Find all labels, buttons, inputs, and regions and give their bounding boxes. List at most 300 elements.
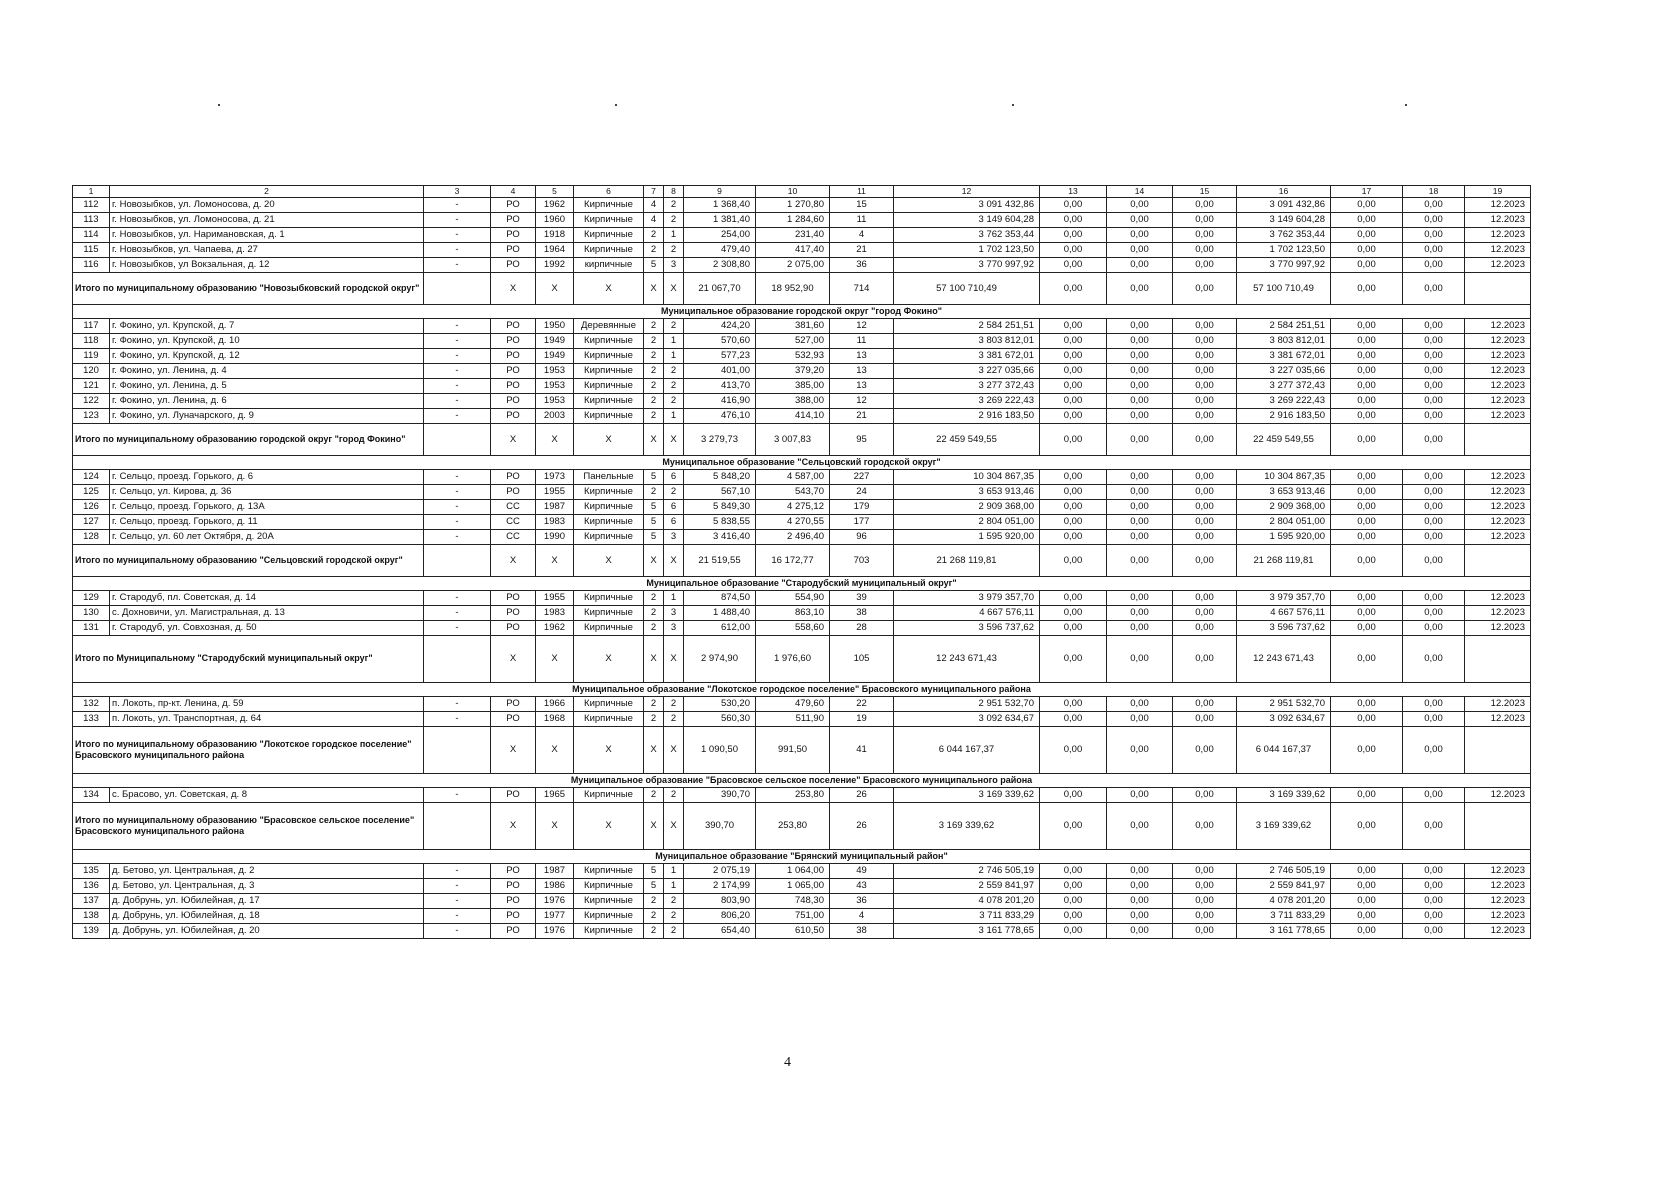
- table-cell: 0,00: [1107, 228, 1173, 243]
- table-cell: 49: [830, 864, 894, 879]
- table-cell: РО: [491, 258, 536, 273]
- table-cell: Кирпичные: [574, 409, 644, 424]
- column-number: 18: [1403, 186, 1465, 198]
- column-number: 2: [110, 186, 424, 198]
- table-cell: 0,00: [1107, 258, 1173, 273]
- table-cell: -: [424, 924, 491, 939]
- table-cell: 413,70: [684, 379, 756, 394]
- table-cell: 0,00: [1331, 788, 1403, 803]
- table-cell: 2: [644, 697, 664, 712]
- table-cell: г. Новозыбков, ул. Чапаева, д. 27: [110, 243, 424, 258]
- table-cell: 479,40: [684, 243, 756, 258]
- summary-row: [73, 727, 1531, 774]
- table-cell: 4 078 201,20: [1237, 894, 1331, 909]
- summary-label: Итого по муниципальному образованию "Брасовское сельское поселение" Брасовского муниципального района: [73, 803, 424, 850]
- table-cell: 131: [73, 621, 110, 636]
- table-cell: 3 979 357,70: [894, 591, 1040, 606]
- table-cell: 0,00: [1040, 319, 1107, 334]
- table-cell: 12.2023: [1465, 924, 1531, 939]
- table-cell: 3 169 339,62: [894, 788, 1040, 803]
- table-cell: Кирпичные: [574, 909, 644, 924]
- summary-cell: Х: [536, 545, 574, 577]
- column-number: 10: [756, 186, 830, 198]
- table-cell: 3 596 737,62: [1237, 621, 1331, 636]
- table-cell: 543,70: [756, 485, 830, 500]
- table-cell: -: [424, 712, 491, 727]
- summary-cell: 0,00: [1173, 803, 1237, 850]
- table-cell: 401,00: [684, 364, 756, 379]
- summary-cell: 12 243 671,43: [894, 636, 1040, 683]
- summary-label: Итого по муниципальному образованию городской округ "город Фокино": [73, 424, 424, 456]
- table-cell: -: [424, 500, 491, 515]
- table-cell: 0,00: [1403, 697, 1465, 712]
- table-cell: 0,00: [1403, 909, 1465, 924]
- table-cell: 0,00: [1173, 500, 1237, 515]
- table-cell: 2: [644, 243, 664, 258]
- table-cell: 530,20: [684, 697, 756, 712]
- column-number: 14: [1107, 186, 1173, 198]
- table-cell: 21: [830, 409, 894, 424]
- table-cell: 2 804 051,00: [894, 515, 1040, 530]
- table-row: [73, 530, 1531, 545]
- table-cell: 0,00: [1040, 697, 1107, 712]
- table-row: [73, 591, 1531, 606]
- table-cell: 1 064,00: [756, 864, 830, 879]
- table-cell: -: [424, 606, 491, 621]
- table-cell: -: [424, 470, 491, 485]
- column-number: 5: [536, 186, 574, 198]
- summary-cell: 703: [830, 545, 894, 577]
- table-cell: 2: [664, 379, 684, 394]
- table-cell: 3: [664, 258, 684, 273]
- table-cell: -: [424, 485, 491, 500]
- table-cell: РО: [491, 894, 536, 909]
- summary-cell: 0,00: [1107, 803, 1173, 850]
- table-cell: -: [424, 409, 491, 424]
- summary-label: Итого по муниципальному образованию "Новозыбковский городской округ": [73, 273, 424, 305]
- table-cell: РО: [491, 334, 536, 349]
- table-cell: 0,00: [1040, 924, 1107, 939]
- summary-cell: 0,00: [1173, 545, 1237, 577]
- table-cell: 1: [664, 879, 684, 894]
- section-title-row: [73, 850, 1531, 864]
- table-cell: 5: [644, 500, 664, 515]
- summary-cell: 21 268 119,81: [894, 545, 1040, 577]
- table-cell: РО: [491, 788, 536, 803]
- table-row: [73, 334, 1531, 349]
- table-cell: 2: [644, 319, 664, 334]
- table-cell: 117: [73, 319, 110, 334]
- table-cell: 2: [664, 319, 684, 334]
- table-cell: 1 270,80: [756, 198, 830, 213]
- table-cell: 0,00: [1040, 258, 1107, 273]
- table-cell: 0,00: [1403, 470, 1465, 485]
- table-cell: 0,00: [1173, 334, 1237, 349]
- table-cell: 1987: [536, 500, 574, 515]
- summary-cell: 21 519,55: [684, 545, 756, 577]
- table-cell: 3 762 353,44: [894, 228, 1040, 243]
- summary-cell: [1465, 803, 1531, 850]
- table-cell: -: [424, 379, 491, 394]
- column-number: 9: [684, 186, 756, 198]
- table-cell: Кирпичные: [574, 712, 644, 727]
- table-cell: -: [424, 909, 491, 924]
- column-number-row: [73, 186, 1531, 198]
- summary-cell: 18 952,90: [756, 273, 830, 305]
- table-cell: 0,00: [1173, 394, 1237, 409]
- table-cell: 0,00: [1040, 515, 1107, 530]
- section-title-row: [73, 456, 1531, 470]
- table-cell: Кирпичные: [574, 364, 644, 379]
- table-cell: 0,00: [1040, 334, 1107, 349]
- table-cell: 112: [73, 198, 110, 213]
- table-cell: РО: [491, 243, 536, 258]
- table-cell: 527,00: [756, 334, 830, 349]
- summary-cell: 0,00: [1403, 803, 1465, 850]
- table-cell: 3 979 357,70: [1237, 591, 1331, 606]
- table-cell: д. Добрунь, ул. Юбилейная, д. 20: [110, 924, 424, 939]
- table-cell: 0,00: [1040, 485, 1107, 500]
- column-number: 19: [1465, 186, 1531, 198]
- table-cell: РО: [491, 712, 536, 727]
- table-cell: 135: [73, 864, 110, 879]
- table-cell: 1990: [536, 530, 574, 545]
- table-cell: 0,00: [1331, 213, 1403, 228]
- table-cell: 0,00: [1173, 530, 1237, 545]
- table-cell: 0,00: [1331, 349, 1403, 364]
- table-cell: 115: [73, 243, 110, 258]
- table-cell: 21: [830, 243, 894, 258]
- summary-cell: 12 243 671,43: [1237, 636, 1331, 683]
- summary-cell: 0,00: [1331, 803, 1403, 850]
- table-cell: 3 149 604,28: [1237, 213, 1331, 228]
- table-cell: 388,00: [756, 394, 830, 409]
- table-cell: 2: [644, 409, 664, 424]
- table-cell: 3 803 812,01: [1237, 334, 1331, 349]
- table-cell: 0,00: [1040, 864, 1107, 879]
- table-cell: 0,00: [1403, 409, 1465, 424]
- table-cell: 0,00: [1107, 864, 1173, 879]
- summary-cell: Х: [664, 545, 684, 577]
- table-cell: 1953: [536, 379, 574, 394]
- table-cell: 0,00: [1107, 198, 1173, 213]
- summary-cell: 41: [830, 727, 894, 774]
- table-cell: 3 227 035,66: [1237, 364, 1331, 379]
- table-cell: 116: [73, 258, 110, 273]
- table-cell: -: [424, 621, 491, 636]
- table-cell: 12.2023: [1465, 379, 1531, 394]
- table-cell: 0,00: [1107, 409, 1173, 424]
- table-cell: 12.2023: [1465, 394, 1531, 409]
- summary-cell: 0,00: [1403, 424, 1465, 456]
- table-cell: 2 584 251,51: [894, 319, 1040, 334]
- table-cell: -: [424, 258, 491, 273]
- table-cell: -: [424, 349, 491, 364]
- table-cell: 0,00: [1403, 379, 1465, 394]
- summary-cell: 0,00: [1173, 273, 1237, 305]
- table-cell: 5 849,30: [684, 500, 756, 515]
- table-cell: 4: [644, 198, 664, 213]
- table-cell: Кирпичные: [574, 621, 644, 636]
- table-cell: 10 304 867,35: [894, 470, 1040, 485]
- table-cell: 0,00: [1403, 485, 1465, 500]
- table-row: [73, 409, 1531, 424]
- table-cell: 0,00: [1403, 198, 1465, 213]
- table-cell: 2: [644, 334, 664, 349]
- table-cell: РО: [491, 864, 536, 879]
- table-cell: Кирпичные: [574, 788, 644, 803]
- table-cell: 1964: [536, 243, 574, 258]
- table-cell: 381,60: [756, 319, 830, 334]
- summary-cell: Х: [574, 636, 644, 683]
- table-cell: 2 916 183,50: [1237, 409, 1331, 424]
- table-cell: 0,00: [1331, 924, 1403, 939]
- table-cell: 11: [830, 213, 894, 228]
- summary-cell: 0,00: [1040, 803, 1107, 850]
- summary-cell: 0,00: [1107, 727, 1173, 774]
- summary-cell: [1465, 545, 1531, 577]
- table-cell: -: [424, 364, 491, 379]
- table-cell: 2: [644, 228, 664, 243]
- table-cell: 3 092 634,67: [894, 712, 1040, 727]
- table-row: [73, 621, 1531, 636]
- table-cell: 0,00: [1331, 591, 1403, 606]
- table-cell: 1 381,40: [684, 213, 756, 228]
- table-cell: 3 091 432,86: [894, 198, 1040, 213]
- table-cell: -: [424, 213, 491, 228]
- summary-cell: Х: [644, 545, 664, 577]
- table-cell: 4: [830, 228, 894, 243]
- table-cell: 11: [830, 334, 894, 349]
- table-cell: 0,00: [1403, 879, 1465, 894]
- summary-cell: 3 169 339,62: [1237, 803, 1331, 850]
- summary-cell: 57 100 710,49: [1237, 273, 1331, 305]
- table-cell: 12.2023: [1465, 788, 1531, 803]
- summary-cell: Х: [574, 727, 644, 774]
- table-cell: 0,00: [1107, 334, 1173, 349]
- table-cell: 120: [73, 364, 110, 379]
- summary-cell: Х: [644, 803, 664, 850]
- table-cell: -: [424, 198, 491, 213]
- summary-cell: 0,00: [1040, 727, 1107, 774]
- table-cell: 0,00: [1403, 258, 1465, 273]
- section-title-row: [73, 305, 1531, 319]
- table-cell: -: [424, 515, 491, 530]
- table-cell: 3 653 913,46: [1237, 485, 1331, 500]
- table-row: [73, 228, 1531, 243]
- table-cell: РО: [491, 485, 536, 500]
- table-cell: 1968: [536, 712, 574, 727]
- table-cell: СС: [491, 530, 536, 545]
- table-cell: 12.2023: [1465, 500, 1531, 515]
- table-cell: 0,00: [1107, 319, 1173, 334]
- table-cell: 1949: [536, 349, 574, 364]
- table-cell: 1962: [536, 198, 574, 213]
- table-cell: 0,00: [1173, 213, 1237, 228]
- table-cell: 1: [664, 591, 684, 606]
- table-cell: Кирпичные: [574, 606, 644, 621]
- table-cell: 0,00: [1040, 213, 1107, 228]
- summary-label: Итого по Муниципальному "Стародубский муниципальный округ": [73, 636, 424, 683]
- table-cell: 2: [644, 394, 664, 409]
- table-cell: Кирпичные: [574, 349, 644, 364]
- table-cell: 0,00: [1040, 379, 1107, 394]
- table-cell: 2 951 532,70: [1237, 697, 1331, 712]
- scan-dot: [1405, 104, 1407, 106]
- table-cell: 0,00: [1403, 788, 1465, 803]
- table-cell: 385,00: [756, 379, 830, 394]
- table-cell: 0,00: [1040, 500, 1107, 515]
- table-cell: 532,93: [756, 349, 830, 364]
- table-cell: 1953: [536, 394, 574, 409]
- table-cell: 0,00: [1040, 712, 1107, 727]
- table-cell: 12.2023: [1465, 334, 1531, 349]
- summary-cell: 0,00: [1107, 545, 1173, 577]
- summary-cell: 0,00: [1403, 727, 1465, 774]
- table-cell: 0,00: [1403, 606, 1465, 621]
- summary-cell: 0,00: [1040, 636, 1107, 683]
- summary-cell: 0,00: [1403, 273, 1465, 305]
- summary-cell: 1 976,60: [756, 636, 830, 683]
- summary-cell: Х: [664, 636, 684, 683]
- table-cell: 0,00: [1107, 213, 1173, 228]
- summary-cell: Х: [491, 545, 536, 577]
- table-cell: 1960: [536, 213, 574, 228]
- table-cell: -: [424, 243, 491, 258]
- table-cell: 2: [644, 379, 664, 394]
- table-cell: г. Сельцо, проезд. Горького, д. 13А: [110, 500, 424, 515]
- table-row: [73, 606, 1531, 621]
- table-row: [73, 515, 1531, 530]
- table-cell: 0,00: [1173, 712, 1237, 727]
- table-cell: 12.2023: [1465, 243, 1531, 258]
- table-cell: 121: [73, 379, 110, 394]
- table-cell: 3 269 222,43: [1237, 394, 1331, 409]
- table-cell: г. Сельцо, ул. 60 лет Октября, д. 20А: [110, 530, 424, 545]
- table-cell: 4: [644, 213, 664, 228]
- table-cell: Кирпичные: [574, 228, 644, 243]
- table-cell: 0,00: [1173, 924, 1237, 939]
- table-cell: 0,00: [1107, 394, 1173, 409]
- summary-cell: 714: [830, 273, 894, 305]
- table-cell: 4 078 201,20: [894, 894, 1040, 909]
- summary-cell: Х: [491, 803, 536, 850]
- table-cell: 0,00: [1040, 606, 1107, 621]
- table-cell: Кирпичные: [574, 894, 644, 909]
- table-cell: 2: [664, 894, 684, 909]
- table-cell: г. Стародуб, пл. Советская, д. 14: [110, 591, 424, 606]
- table-cell: 2 746 505,19: [894, 864, 1040, 879]
- table-cell: 4 667 576,11: [894, 606, 1040, 621]
- table-row: [73, 697, 1531, 712]
- table-cell: 0,00: [1403, 228, 1465, 243]
- column-number: 3: [424, 186, 491, 198]
- table-cell: 1973: [536, 470, 574, 485]
- table-cell: 0,00: [1331, 909, 1403, 924]
- table-cell: 113: [73, 213, 110, 228]
- summary-cell: 0,00: [1173, 727, 1237, 774]
- table-cell: 0,00: [1040, 894, 1107, 909]
- table-cell: 0,00: [1107, 894, 1173, 909]
- table-cell: 1 595 920,00: [1237, 530, 1331, 545]
- table-cell: -: [424, 591, 491, 606]
- summary-cell: 6 044 167,37: [894, 727, 1040, 774]
- table-cell: 0,00: [1040, 470, 1107, 485]
- table-cell: 5 838,55: [684, 515, 756, 530]
- table-cell: 132: [73, 697, 110, 712]
- table-cell: 1 368,40: [684, 198, 756, 213]
- table-cell: п. Локоть, ул. Транспортная, д. 64: [110, 712, 424, 727]
- table-cell: 0,00: [1107, 591, 1173, 606]
- summary-cell: 0,00: [1040, 273, 1107, 305]
- table-cell: 0,00: [1040, 591, 1107, 606]
- section-title-row: [73, 683, 1531, 697]
- table-cell: г. Сельцо, проезд. Горького, д. 6: [110, 470, 424, 485]
- table-cell: 12.2023: [1465, 697, 1531, 712]
- summary-cell: Х: [536, 273, 574, 305]
- summary-cell: [424, 636, 491, 683]
- table-cell: кирпичные: [574, 258, 644, 273]
- summary-cell: 0,00: [1331, 424, 1403, 456]
- table-cell: СС: [491, 500, 536, 515]
- table-cell: 0,00: [1403, 591, 1465, 606]
- housing-register-table: [72, 185, 1531, 939]
- table-cell: 12.2023: [1465, 879, 1531, 894]
- summary-cell: 3 279,73: [684, 424, 756, 456]
- table-cell: 3 092 634,67: [1237, 712, 1331, 727]
- table-cell: 1 284,60: [756, 213, 830, 228]
- table-cell: г. Новозыбков, ул Вокзальная, д. 12: [110, 258, 424, 273]
- table-cell: с. Дохновичи, ул. Магистральная, д. 13: [110, 606, 424, 621]
- table-cell: 1: [664, 864, 684, 879]
- table-cell: 130: [73, 606, 110, 621]
- table-cell: РО: [491, 379, 536, 394]
- table-cell: 3 381 672,01: [894, 349, 1040, 364]
- table-cell: 2: [664, 712, 684, 727]
- table-cell: 379,20: [756, 364, 830, 379]
- table-row: [73, 712, 1531, 727]
- table-row: [73, 788, 1531, 803]
- summary-cell: [1465, 273, 1531, 305]
- table-cell: 1992: [536, 258, 574, 273]
- table-cell: г. Сельцо, проезд. Горького, д. 11: [110, 515, 424, 530]
- table-cell: г. Фокино, ул. Крупской, д. 7: [110, 319, 424, 334]
- table-cell: 577,23: [684, 349, 756, 364]
- column-number: 7: [644, 186, 664, 198]
- table-cell: 126: [73, 500, 110, 515]
- section-title: Муниципальное образование "Брасовское сельское поселение" Брасовского муниципального района: [73, 774, 1531, 788]
- table-cell: Деревянные: [574, 319, 644, 334]
- summary-cell: [424, 727, 491, 774]
- table-cell: 12.2023: [1465, 349, 1531, 364]
- summary-cell: Х: [574, 803, 644, 850]
- table-cell: СС: [491, 515, 536, 530]
- table-cell: Кирпичные: [574, 591, 644, 606]
- table-cell: 0,00: [1040, 394, 1107, 409]
- table-cell: 0,00: [1403, 530, 1465, 545]
- table-cell: 227: [830, 470, 894, 485]
- table-cell: 424,20: [684, 319, 756, 334]
- column-number: 4: [491, 186, 536, 198]
- table-cell: 0,00: [1403, 894, 1465, 909]
- table-cell: 0,00: [1173, 198, 1237, 213]
- table-row: [73, 500, 1531, 515]
- table-cell: РО: [491, 409, 536, 424]
- table-cell: 1955: [536, 485, 574, 500]
- table-cell: 3: [664, 606, 684, 621]
- table-cell: 3 711 833,29: [894, 909, 1040, 924]
- table-cell: 6: [664, 470, 684, 485]
